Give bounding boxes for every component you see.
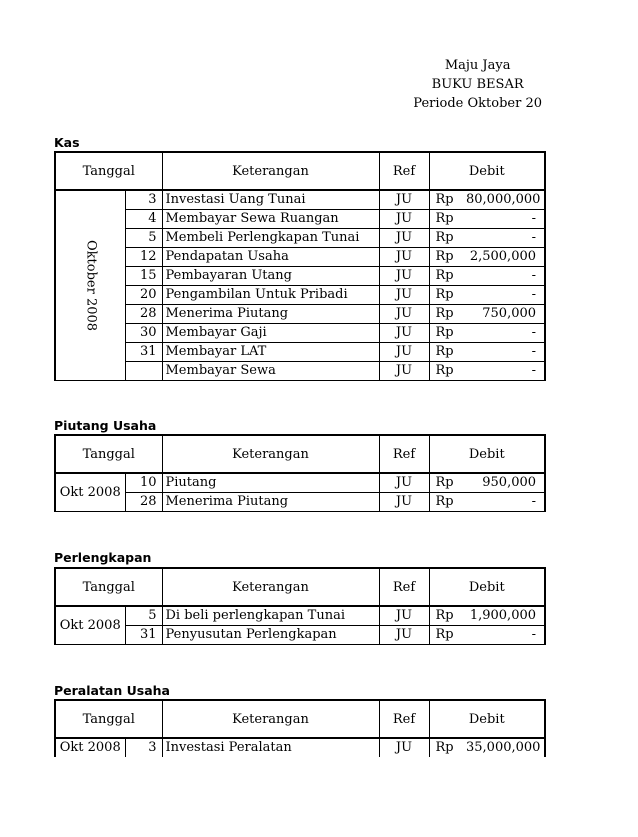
day-cell: 28 — [125, 493, 162, 512]
currency-cell: Rp — [429, 738, 463, 758]
amount-cell: - — [463, 493, 545, 512]
day-cell: 20 — [125, 286, 162, 305]
col-header-ref: Ref — [379, 700, 429, 738]
day-cell: 31 — [125, 626, 162, 645]
description-cell: Membayar Sewa Ruangan — [162, 210, 379, 229]
kas-rows — [55, 190, 545, 381]
ref-cell: JU — [379, 606, 429, 626]
ref-cell: JU — [379, 343, 429, 362]
day-cell: 3 — [125, 190, 162, 210]
table-row — [55, 210, 545, 229]
ref-cell: JU — [379, 210, 429, 229]
table-row — [55, 493, 545, 512]
table-row — [55, 286, 545, 305]
description-cell: Investasi Uang Tunai — [162, 190, 379, 210]
description-cell: Penyusutan Perlengkapan — [162, 626, 379, 645]
amount-cell: - — [463, 324, 545, 343]
table-row — [55, 473, 545, 493]
col-header-debit: Debit — [429, 152, 545, 190]
ref-cell: JU — [379, 473, 429, 493]
report-period: Periode Oktober 20 — [413, 96, 542, 111]
currency-cell: Rp — [429, 606, 463, 626]
currency-cell: Rp — [429, 210, 463, 229]
table-row — [55, 738, 545, 758]
currency-cell: Rp — [429, 362, 463, 381]
day-cell: 31 — [125, 343, 162, 362]
ledger-table-perlengkapan — [54, 567, 546, 645]
col-header-debit: Debit — [429, 435, 545, 473]
description-cell: Menerima Piutang — [162, 493, 379, 512]
report-title: BUKU BESAR — [431, 77, 524, 92]
amount-cell: 35,000,000 — [463, 738, 545, 758]
col-header-debit: Debit — [429, 568, 545, 606]
currency-cell: Rp — [429, 324, 463, 343]
peralatan-rows — [55, 738, 545, 758]
section-title-kas: Kas — [54, 135, 80, 150]
currency-cell: Rp — [429, 473, 463, 493]
table-row — [55, 606, 545, 626]
col-header-tanggal: Tanggal — [55, 568, 162, 606]
description-cell: Membayar Sewa — [162, 362, 379, 381]
col-header-tanggal: Tanggal — [55, 700, 162, 738]
table-header-row — [55, 152, 545, 190]
table-row — [55, 190, 545, 210]
piutang-rows — [55, 473, 545, 512]
amount-cell: - — [463, 210, 545, 229]
day-cell — [125, 362, 162, 381]
currency-cell: Rp — [429, 305, 463, 324]
amount-cell: - — [463, 286, 545, 305]
col-header-tanggal: Tanggal — [55, 152, 162, 190]
ref-cell: JU — [379, 248, 429, 267]
ref-cell: JU — [379, 305, 429, 324]
ref-cell: JU — [379, 229, 429, 248]
amount-cell: - — [463, 626, 545, 645]
table-row — [55, 362, 545, 381]
currency-cell: Rp — [429, 190, 463, 210]
day-cell: 12 — [125, 248, 162, 267]
ref-cell: JU — [379, 324, 429, 343]
section-title-piutang: Piutang Usaha — [54, 418, 157, 433]
currency-cell: Rp — [429, 229, 463, 248]
day-cell: 28 — [125, 305, 162, 324]
day-cell: 4 — [125, 210, 162, 229]
ref-cell: JU — [379, 286, 429, 305]
col-header-keterangan: Keterangan — [162, 700, 379, 738]
currency-cell: Rp — [429, 267, 463, 286]
page-cutoff — [0, 757, 638, 837]
col-header-ref: Ref — [379, 435, 429, 473]
currency-cell: Rp — [429, 286, 463, 305]
amount-cell: 750,000 — [463, 305, 545, 324]
col-header-ref: Ref — [379, 152, 429, 190]
perlengkapan-rows — [55, 606, 545, 645]
amount-cell: 2,500,000 — [463, 248, 545, 267]
description-cell: Membayar LAT — [162, 343, 379, 362]
currency-cell: Rp — [429, 343, 463, 362]
ref-cell: JU — [379, 267, 429, 286]
ledger-table-piutang — [54, 434, 546, 512]
table-row — [55, 626, 545, 645]
section-title-peralatan: Peralatan Usaha — [54, 683, 170, 698]
table-row — [55, 267, 545, 286]
date-label: Okt 2008 — [55, 738, 125, 758]
company-name: Maju Jaya — [444, 58, 511, 73]
currency-cell: Rp — [429, 493, 463, 512]
day-cell: 10 — [125, 473, 162, 493]
report-header — [413, 56, 542, 113]
date-label: Oktober 2008 — [55, 190, 125, 381]
date-label: Okt 2008 — [55, 606, 125, 645]
ledger-table-kas — [54, 151, 546, 381]
col-header-keterangan: Keterangan — [162, 435, 379, 473]
ledger-table-peralatan — [54, 699, 546, 758]
table-row — [55, 343, 545, 362]
col-header-ref: Ref — [379, 568, 429, 606]
day-cell: 5 — [125, 606, 162, 626]
description-cell: Membeli Perlengkapan Tunai — [162, 229, 379, 248]
amount-cell: 1,900,000 — [463, 606, 545, 626]
ref-cell: JU — [379, 738, 429, 758]
ref-cell: JU — [379, 362, 429, 381]
description-cell: Piutang — [162, 473, 379, 493]
table-header-row — [55, 435, 545, 473]
ref-cell: JU — [379, 493, 429, 512]
amount-cell: - — [463, 229, 545, 248]
amount-cell: 950,000 — [463, 473, 545, 493]
section-title-perlengkapan: Perlengkapan — [54, 550, 152, 565]
amount-cell: - — [463, 267, 545, 286]
col-header-keterangan: Keterangan — [162, 568, 379, 606]
amount-cell: - — [463, 343, 545, 362]
description-cell: Di beli perlengkapan Tunai — [162, 606, 379, 626]
table-row — [55, 248, 545, 267]
description-cell: Investasi Peralatan — [162, 738, 379, 758]
col-header-tanggal: Tanggal — [55, 435, 162, 473]
description-cell: Pendapatan Usaha — [162, 248, 379, 267]
description-cell: Pembayaran Utang — [162, 267, 379, 286]
table-row — [55, 324, 545, 343]
description-cell: Pengambilan Untuk Pribadi — [162, 286, 379, 305]
col-header-keterangan: Keterangan — [162, 152, 379, 190]
description-cell: Menerima Piutang — [162, 305, 379, 324]
ref-cell: JU — [379, 190, 429, 210]
table-header-row — [55, 568, 545, 606]
date-label: Okt 2008 — [55, 473, 125, 512]
day-cell: 3 — [125, 738, 162, 758]
currency-cell: Rp — [429, 626, 463, 645]
ref-cell: JU — [379, 626, 429, 645]
day-cell: 5 — [125, 229, 162, 248]
table-row — [55, 305, 545, 324]
table-header-row — [55, 700, 545, 738]
table-row — [55, 229, 545, 248]
currency-cell: Rp — [429, 248, 463, 267]
day-cell: 30 — [125, 324, 162, 343]
amount-cell: 80,000,000 — [463, 190, 545, 210]
description-cell: Membayar Gaji — [162, 324, 379, 343]
amount-cell: - — [463, 362, 545, 381]
day-cell: 15 — [125, 267, 162, 286]
col-header-debit: Debit — [429, 700, 545, 738]
